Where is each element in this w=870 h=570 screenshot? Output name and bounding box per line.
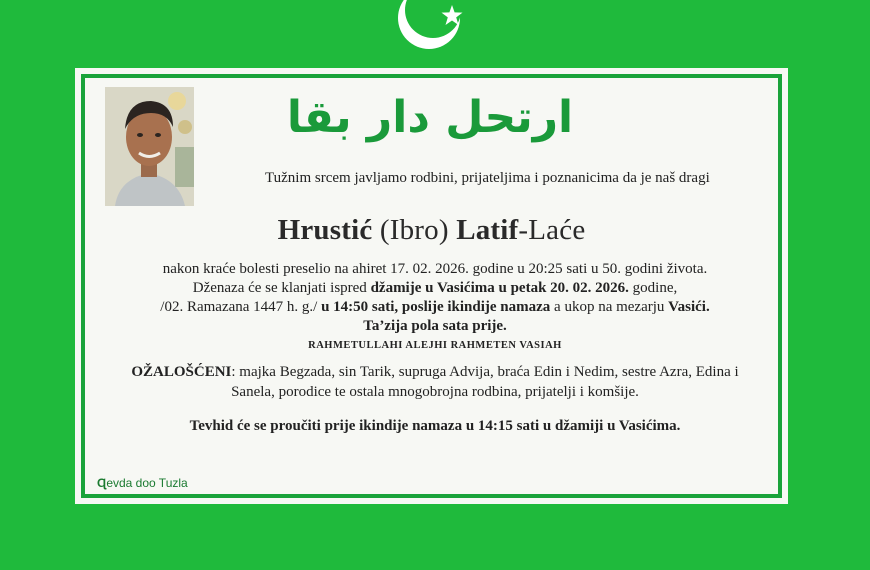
ramazan-line: /02. Ramazana 1447 h. g./ u 14:50 sati, poslije ikindije namaza a ukop na mezarju Vasići. [160, 299, 710, 315]
obituary-notice [75, 68, 788, 504]
mourners-label: OŽALOŠĆENI [131, 364, 232, 380]
funeral-details [115, 260, 755, 355]
death-line: nakon kraće bolesti preselio na ahiret 17. 02. 2026. godine u 20:25 sati u 50. godini života. [162, 261, 708, 277]
father-name: (Ibro) [379, 214, 449, 246]
publisher-name: evda doo Tuzla [106, 476, 188, 490]
surname: Hrustić [277, 214, 373, 246]
deceased-name [75, 214, 788, 247]
intro-text: Tužnim srcem javljamo rodbini, prijateljima i poznanicima da je naš dragi [265, 170, 710, 186]
nickname: -Laće [518, 214, 586, 246]
publisher-credit [97, 476, 188, 490]
tazija-line: Ta’zija pola sata prije. [363, 318, 507, 334]
publisher-logo: Ɋ [97, 476, 107, 490]
crescent-star-icon [396, 0, 466, 56]
first-name: Latif [456, 214, 519, 246]
mourners-text: : majka Begzada, sin Tarik, supruga Advija, braća Edin i Nedim, sestre Azra, Edina i Sanela, porodice te ostala mnogobrojna rodbina, prijatelji i komšije. [231, 364, 739, 400]
deceased-photo [105, 87, 194, 206]
arabic-calligraphy [286, 84, 574, 146]
rahmet-line: RAHMETULLAHI ALEJHI RAHMETEN VASIAH [308, 340, 562, 351]
dzenaza-line: Dženaza će se klanjati ispred džamije u Vasićima u petak 20. 02. 2026. godine, [192, 280, 678, 296]
tevhid-line: Tevhid će se proučiti prije ikindije namaza u 14:15 sati u džamiji u Vasićima. [189, 418, 681, 434]
svg-text:ارتحل دار بقا: ارتحل دار بقا [286, 92, 574, 143]
mourners-list [115, 362, 755, 402]
